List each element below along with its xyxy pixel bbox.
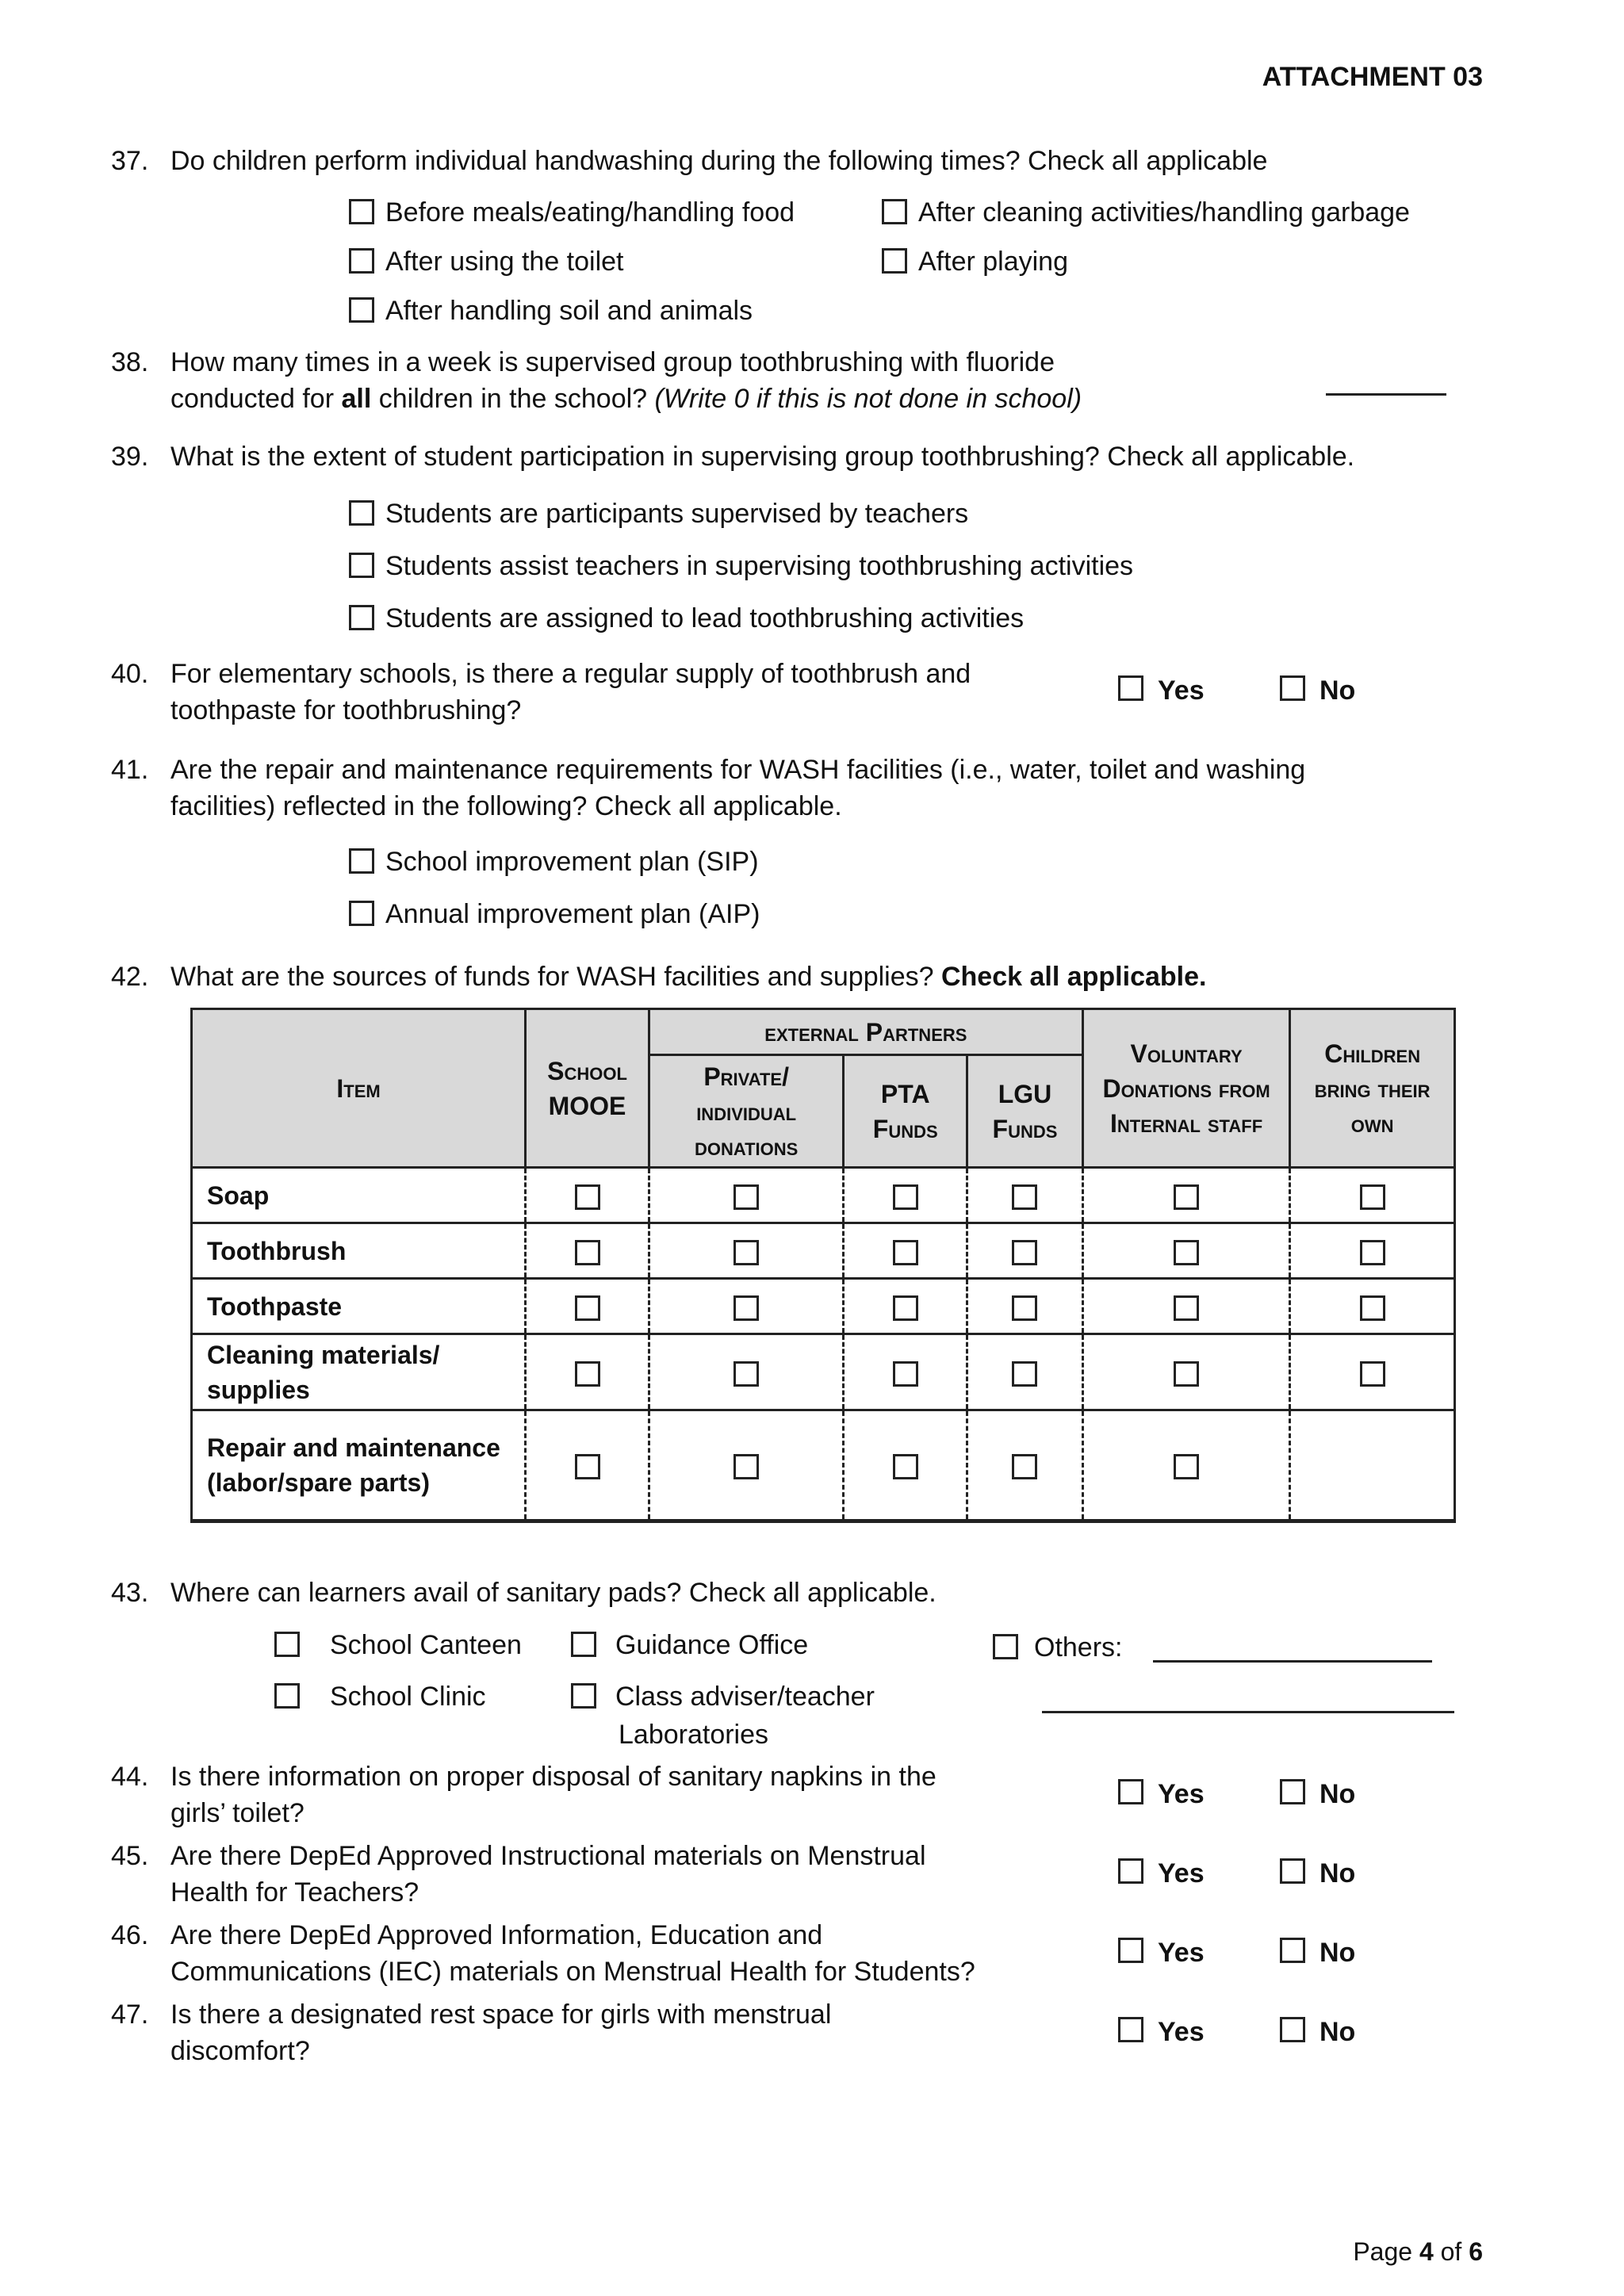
checkbox[interactable] [349,297,374,323]
checkbox[interactable] [993,1634,1018,1659]
yes-option-46[interactable]: Yes [1118,1938,1205,1969]
checkbox[interactable] [733,1454,759,1479]
checkbox[interactable] [1174,1361,1199,1387]
row-label: Toothbrush [192,1223,526,1279]
question-text: What is the extent of student participation in supervising group toothbrushing? Check all applicable. [170,442,1355,472]
question-40: 40. For elementary schools, is there a regular supply of toothbrush and toothpaste for toothbrushing? [170,656,971,729]
option-others[interactable]: Others: [993,1632,1122,1663]
row-label: Cleaning materials/ supplies [192,1334,526,1410]
checkbox[interactable] [1012,1240,1037,1265]
page-number: Page 4 of 6 [1353,2237,1483,2266]
option-lead[interactable]: Students are assigned to lead toothbrushing activities [349,603,1024,634]
others-blank-1[interactable] [1153,1660,1432,1663]
no-option-46[interactable]: No [1280,1938,1355,1969]
question-number: 45. [111,1841,149,1871]
checkbox[interactable] [575,1184,600,1210]
option-guidance-office[interactable]: Guidance Office [571,1629,808,1661]
checkbox[interactable] [893,1240,918,1265]
question-number: 44. [111,1762,149,1792]
checkbox[interactable] [1012,1295,1037,1321]
question-number: 42. [111,962,149,992]
checkbox[interactable] [575,1454,600,1479]
checkbox[interactable] [349,605,374,630]
checkbox[interactable] [349,553,374,578]
question-43 [111,1575,936,1611]
checkbox[interactable] [893,1454,918,1479]
table-row [192,1334,1455,1410]
checkbox[interactable] [882,248,907,274]
checkbox[interactable] [1174,1295,1199,1321]
option-participants[interactable]: Students are participants supervised by teachers [349,498,968,530]
option-school-clinic[interactable]: School Clinic [274,1681,486,1712]
checkbox[interactable] [1280,675,1305,701]
option-class-adviser[interactable]: Class adviser/teacher [571,1681,875,1712]
answer-blank-38[interactable] [1326,393,1446,396]
checkbox[interactable] [1174,1184,1199,1210]
checkbox[interactable] [1360,1361,1385,1387]
no-option-45[interactable]: No [1280,1858,1355,1889]
checkbox[interactable] [349,500,374,526]
yes-option-40[interactable]: Yes [1118,675,1205,706]
checkbox[interactable] [893,1184,918,1210]
checkbox[interactable] [1280,2017,1305,2042]
option-school-canteen[interactable]: School Canteen [274,1629,522,1661]
header-item: Item [192,1009,526,1168]
no-option-47[interactable]: No [1280,2017,1355,2048]
checkbox[interactable] [1118,1779,1143,1804]
question-37 [111,143,1268,179]
table-row [192,1410,1455,1521]
checkbox[interactable] [882,199,907,224]
checkbox[interactable] [893,1295,918,1321]
question-38: 38. How many times in a week is supervised group toothbrushing with fluoride conducted for all children in the school? (Write 0 if this is not done in school) [170,344,1082,417]
option-aip[interactable]: Annual improvement plan (AIP) [349,898,760,930]
checkbox[interactable] [1118,2017,1143,2042]
attachment-header: ATTACHMENT 03 [1262,62,1483,92]
table-row [192,1168,1455,1223]
question-number: 46. [111,1920,149,1950]
question-42: 42. What are the sources of funds for WASH facilities and supplies? Check all applicable. [170,959,1206,995]
checkbox[interactable] [1174,1454,1199,1479]
question-number: 41. [111,755,149,785]
checkbox[interactable] [1118,1858,1143,1884]
row-label: Repair and maintenance (labor/spare parts) [192,1410,526,1521]
table-row [192,1279,1455,1334]
checkbox[interactable] [571,1683,596,1709]
option-after-playing[interactable]: After playing [882,246,1068,277]
question-44: 44. Is there information on proper disposal of sanitary napkins in the girls’ toilet? [170,1758,936,1831]
header-pta: PTA Funds [844,1055,967,1168]
checkbox[interactable] [1118,1938,1143,1963]
option-after-toilet[interactable]: After using the toilet [349,246,624,277]
checkbox[interactable] [1280,1779,1305,1804]
option-before-meals[interactable]: Before meals/eating/handling food [349,197,795,228]
checkbox[interactable] [575,1361,600,1387]
option-laboratories-label: Laboratories [619,1720,769,1750]
yes-option-44[interactable]: Yes [1118,1779,1205,1810]
question-text: Do children perform individual handwashing during the following times? Check all applicable [170,146,1268,176]
question-number: 40. [111,659,149,689]
header-school-mooe: School MOOE [526,1009,649,1168]
checkbox[interactable] [349,901,374,926]
checkbox[interactable] [733,1361,759,1387]
no-option-40[interactable]: No [1280,675,1355,706]
question-45: 45. Are there DepEd Approved Instructional materials on Menstrual Health for Teachers? [170,1838,926,1911]
checkbox[interactable] [733,1295,759,1321]
header-lgu: LGU Funds [967,1055,1083,1168]
no-option-44[interactable]: No [1280,1779,1355,1810]
checkbox[interactable] [349,848,374,874]
header-external-partners: external Partners [649,1009,1082,1055]
checkbox[interactable] [349,199,374,224]
checkbox[interactable] [575,1295,600,1321]
checkbox[interactable] [893,1361,918,1387]
option-after-soil[interactable]: After handling soil and animals [349,295,753,327]
checkbox[interactable] [575,1240,600,1265]
checkbox[interactable] [1012,1454,1037,1479]
checkbox[interactable] [1360,1184,1385,1210]
checkbox[interactable] [1012,1184,1037,1210]
row-label: Soap [192,1168,526,1223]
question-41: 41. Are the repair and maintenance requirements for WASH facilities (i.e., water, toilet and washing facilities) reflected in the following? Check all applicable. [170,752,1305,825]
others-blank-2[interactable] [1042,1711,1454,1713]
question-number: 47. [111,1999,149,2030]
table-row [192,1223,1455,1279]
question-39 [111,438,1355,475]
yes-option-47[interactable]: Yes [1118,2017,1205,2048]
checkbox[interactable] [274,1632,300,1657]
header-private: Private/ individual donations [649,1055,844,1168]
checkbox[interactable] [1118,675,1143,701]
checkbox[interactable] [733,1184,759,1210]
yes-option-45[interactable]: Yes [1118,1858,1205,1889]
question-text: Where can learners avail of sanitary pads? Check all applicable. [170,1578,936,1608]
question-number: 38. [111,347,149,377]
checkbox[interactable] [274,1683,300,1709]
checkbox[interactable] [733,1240,759,1265]
row-label: Toothpaste [192,1279,526,1334]
question-number: 43. [111,1578,149,1608]
option-assist[interactable]: Students assist teachers in supervising toothbrushing activities [349,550,1133,582]
question-47: 47. Is there a designated rest space for girls with menstrual discomfort? [170,1996,831,2069]
checkbox[interactable] [1360,1295,1385,1321]
checkbox[interactable] [1280,1938,1305,1963]
checkbox[interactable] [1012,1361,1037,1387]
funds-table [190,1008,1456,1523]
header-children: Children bring their own [1290,1009,1455,1168]
question-number: 39. [111,442,149,472]
checkbox[interactable] [1280,1858,1305,1884]
header-voluntary: Voluntary Donations from Internal staff [1082,1009,1289,1168]
question-46: 46. Are there DepEd Approved Information, Education and Communications (IEC) materials on Menstrual Health for Students? [170,1917,975,1990]
checkbox[interactable] [1174,1240,1199,1265]
checkbox[interactable] [349,248,374,274]
option-sip[interactable]: School improvement plan (SIP) [349,846,759,878]
option-after-cleaning[interactable]: After cleaning activities/handling garbage [882,197,1410,228]
checkbox[interactable] [571,1632,596,1657]
question-number: 37. [111,146,149,176]
checkbox[interactable] [1360,1240,1385,1265]
